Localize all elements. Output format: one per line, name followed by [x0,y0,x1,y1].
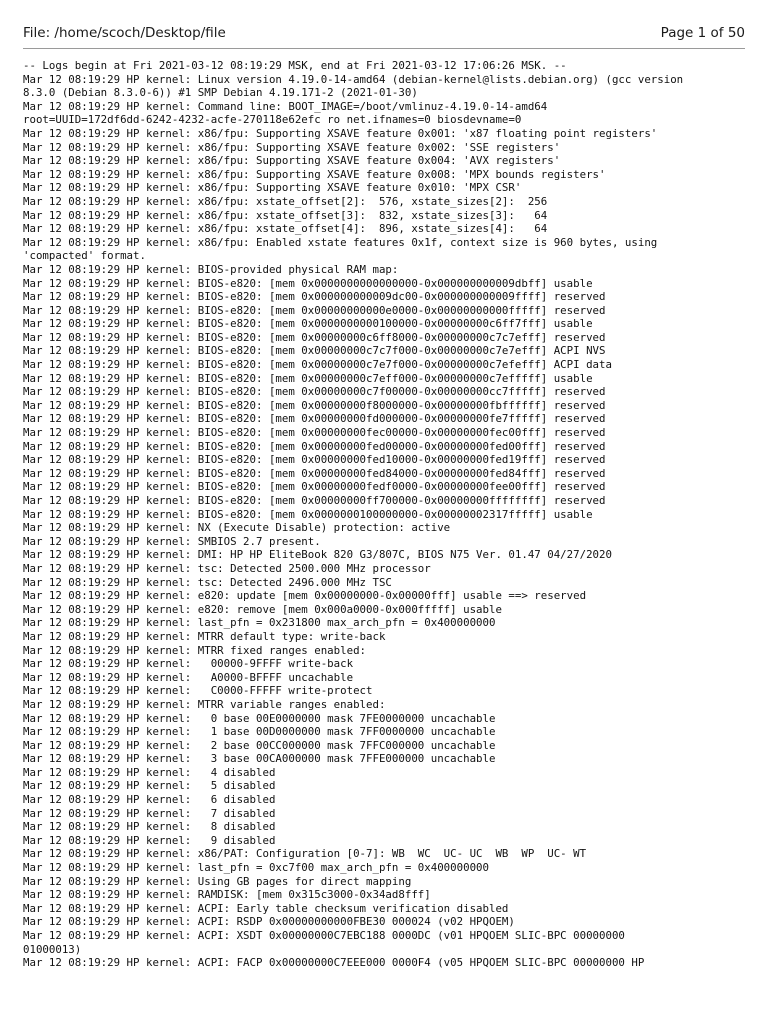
log-text-body [23,59,748,970]
log-line: Mar 12 08:19:29 HP kernel: BIOS-e820: [mem 0x00000000c7f00000-0x00000000cc7fffff] reserved [23,385,606,399]
log-line: Mar 12 08:19:29 HP kernel: 5 disabled [23,779,276,793]
file-path-label: File: /home/scoch/Desktop/file [23,25,226,41]
log-line: Mar 12 08:19:29 HP kernel: BIOS-provided physical RAM map: [23,262,399,276]
log-line: Mar 12 08:19:29 HP kernel: x86/fpu: Enabled xstate features 0x1f, context size is 960 bytes, using [23,235,658,249]
log-line: Mar 12 08:19:29 HP kernel: 7 disabled [23,806,276,820]
log-line: Mar 12 08:19:29 HP kernel: last_pfn = 0x231800 max_arch_pfn = 0x400000000 [23,616,496,630]
header-divider [23,48,745,49]
log-line: Mar 12 08:19:29 HP kernel: BIOS-e820: [mem 0x00000000ff700000-0x00000000ffffffff] reserved [23,494,606,507]
log-line: 01000013) [23,942,82,956]
log-line: Mar 12 08:19:29 HP kernel: Command line: BOOT_IMAGE=/boot/vmlinuz-4.19.0-14-amd64 [23,99,548,113]
log-line: Mar 12 08:19:29 HP kernel: BIOS-e820: [mem 0x00000000fd000000-0x00000000fe7fffff] reserved [23,412,606,426]
log-line: Mar 12 08:19:29 HP kernel: 2 base 00CC000000 mask 7FFC000000 uncachable [23,738,496,752]
log-line: Mar 12 08:19:29 HP kernel: x86/fpu: Supporting XSAVE feature 0x004: 'AVX registers' [23,154,561,168]
log-line: Mar 12 08:19:29 HP kernel: BIOS-e820: [mem 0x00000000c6ff8000-0x00000000c7c7efff] reserved [23,330,606,344]
log-line: Mar 12 08:19:29 HP kernel: MTRR default type: write-back [23,629,386,643]
log-line: Mar 12 08:19:29 HP kernel: x86/fpu: xstate_offset[3]: 832, xstate_sizes[3]: 64 [23,208,548,222]
log-line: Mar 12 08:19:29 HP kernel: x86/PAT: Configuration [0-7]: WB WC UC- UC WB WP UC- WT [23,847,587,861]
log-line: Mar 12 08:19:29 HP kernel: last_pfn = 0xc7f00 max_arch_pfn = 0x400000000 [23,861,489,875]
log-line: Mar 12 08:19:29 HP kernel: BIOS-e820: [mem 0x00000000c7e7f000-0x00000000c7efefff] ACPI data [23,358,612,372]
log-line: Mar 12 08:19:29 HP kernel: 6 disabled [23,793,276,807]
log-line: Mar 12 08:19:29 HP kernel: A0000-BFFFF uncachable [23,670,354,684]
log-line: Mar 12 08:19:29 HP kernel: BIOS-e820: [mem 0x00000000f8000000-0x00000000fbffffff] reserved [23,398,606,412]
log-line: Mar 12 08:19:29 HP kernel: x86/fpu: Supporting XSAVE feature 0x001: 'x87 floating point registers' [23,126,658,140]
log-line: Mar 12 08:19:29 HP kernel: ACPI: FACP 0x00000000C7EEE000 0000F4 (v05 HPQOEM SLIC-BPC 00000000 HP [23,956,645,970]
log-line: -- Logs begin at Fri 2021-03-12 08:19:29 MSK, end at Fri 2021-03-12 17:06:26 MSK. -- [23,59,567,72]
log-line: Mar 12 08:19:29 HP kernel: 3 base 00CA000000 mask 7FFE000000 uncachable [23,752,496,766]
log-line: Mar 12 08:19:29 HP kernel: BIOS-e820: [mem 0x00000000fed10000-0x00000000fed19fff] reserved [23,453,606,467]
log-line: Mar 12 08:19:29 HP kernel: BIOS-e820: [mem 0x00000000fedf0000-0x00000000fee00fff] reserved [23,480,606,494]
log-line: Mar 12 08:19:29 HP kernel: NX (Execute Disable) protection: active [23,521,451,535]
page-header [23,22,745,44]
log-line: Mar 12 08:19:29 HP kernel: BIOS-e820: [mem 0x00000000fec00000-0x00000000fec00fff] reserved [23,426,606,440]
log-line: Mar 12 08:19:29 HP kernel: 8 disabled [23,820,276,834]
log-line: Mar 12 08:19:29 HP kernel: 0 base 00E0000000 mask 7FE0000000 uncachable [23,711,496,725]
log-line: Mar 12 08:19:29 HP kernel: ACPI: XSDT 0x00000000C7EBC188 0000DC (v01 HPQOEM SLIC-BPC 00000000 [23,929,625,942]
log-line: root=UUID=172df6dd-6242-4232-acfe-270118e62efc ro net.ifnames=0 biosdevname=0 [23,113,522,127]
log-line: Mar 12 08:19:29 HP kernel: SMBIOS 2.7 present. [23,534,321,548]
log-line: Mar 12 08:19:29 HP kernel: x86/fpu: xstate_offset[4]: 896, xstate_sizes[4]: 64 [23,222,548,236]
log-line: 8.3.0 (Debian 8.3.0-6)) #1 SMP Debian 4.19.171-2 (2021-01-30) [23,86,418,100]
log-line: Mar 12 08:19:29 HP kernel: BIOS-e820: [mem 0x0000000100000000-0x00000002317fffff] usable [23,507,593,521]
log-line: Mar 12 08:19:29 HP kernel: BIOS-e820: [mem 0x00000000c7eff000-0x00000000c7efffff] usable [23,371,593,385]
log-line: Mar 12 08:19:29 HP kernel: 00000-9FFFF write-back [23,657,354,671]
log-line: Mar 12 08:19:29 HP kernel: BIOS-e820: [mem 0x00000000fed00000-0x00000000fed00fff] reserved [23,439,606,453]
log-line: Mar 12 08:19:29 HP kernel: BIOS-e820: [mem 0x0000000000000000-0x000000000009dbff] usable [23,276,593,290]
log-line: 'compacted' format. [23,249,146,263]
log-line: Mar 12 08:19:29 HP kernel: tsc: Detected 2496.000 MHz TSC [23,575,392,589]
log-line: Mar 12 08:19:29 HP kernel: x86/fpu: Supporting XSAVE feature 0x002: 'SSE registers' [23,140,561,154]
log-line: Mar 12 08:19:29 HP kernel: MTRR fixed ranges enabled: [23,643,367,657]
log-line: Mar 12 08:19:29 HP kernel: BIOS-e820: [mem 0x00000000fed84000-0x00000000fed84fff] reserved [23,466,606,480]
log-line: Mar 12 08:19:29 HP kernel: x86/fpu: Supporting XSAVE feature 0x008: 'MPX bounds registers' [23,167,606,181]
log-line: Mar 12 08:19:29 HP kernel: RAMDISK: [mem 0x315c3000-0x34ad8fff] [23,888,431,902]
page-number-label: Page 1 of 50 [660,25,745,41]
log-line: Mar 12 08:19:29 HP kernel: C0000-FFFFF write-protect [23,684,373,698]
log-line: Mar 12 08:19:29 HP kernel: x86/fpu: xstate_offset[2]: 576, xstate_sizes[2]: 256 [23,194,548,208]
log-line: Mar 12 08:19:29 HP kernel: ACPI: Early table checksum verification disabled [23,901,509,915]
log-line: Mar 12 08:19:29 HP kernel: 9 disabled [23,833,276,847]
log-line: Mar 12 08:19:29 HP kernel: MTRR variable ranges enabled: [23,697,386,711]
log-line: Mar 12 08:19:29 HP kernel: e820: update [mem 0x00000000-0x00000fff] usable ==> reserved [23,589,587,603]
log-line: Mar 12 08:19:29 HP kernel: DMI: HP HP EliteBook 820 G3/807C, BIOS N75 Ver. 01.47 04/27/2020 [23,548,612,562]
log-line: Mar 12 08:19:29 HP kernel: BIOS-e820: [mem 0x00000000000e0000-0x00000000000fffff] reserved [23,303,606,317]
log-line: Mar 12 08:19:29 HP kernel: ACPI: RSDP 0x00000000000FBE30 000024 (v02 HPQOEM) [23,915,515,929]
log-line: Mar 12 08:19:29 HP kernel: tsc: Detected 2500.000 MHz processor [23,561,431,575]
log-line: Mar 12 08:19:29 HP kernel: e820: remove [mem 0x000a0000-0x000fffff] usable [23,602,502,616]
log-line: Mar 12 08:19:29 HP kernel: 4 disabled [23,765,276,779]
log-line: Mar 12 08:19:29 HP kernel: BIOS-e820: [mem 0x000000000009dc00-0x000000000009ffff] reserved [23,290,606,304]
log-line: Mar 12 08:19:29 HP kernel: Using GB pages for direct mapping [23,874,412,888]
log-line: Mar 12 08:19:29 HP kernel: BIOS-e820: [mem 0x00000000c7c7f000-0x00000000c7e7efff] ACPI NVS [23,344,606,358]
log-line: Mar 12 08:19:29 HP kernel: BIOS-e820: [mem 0x0000000000100000-0x00000000c6ff7fff] usable [23,317,593,331]
log-line: Mar 12 08:19:29 HP kernel: x86/fpu: Supporting XSAVE feature 0x010: 'MPX CSR' [23,181,522,195]
log-line: Mar 12 08:19:29 HP kernel: 1 base 00D0000000 mask 7FF0000000 uncachable [23,725,496,739]
log-line: Mar 12 08:19:29 HP kernel: Linux version 4.19.0-14-amd64 (debian-kernel@lists.debian.org) (gcc version [23,72,684,86]
